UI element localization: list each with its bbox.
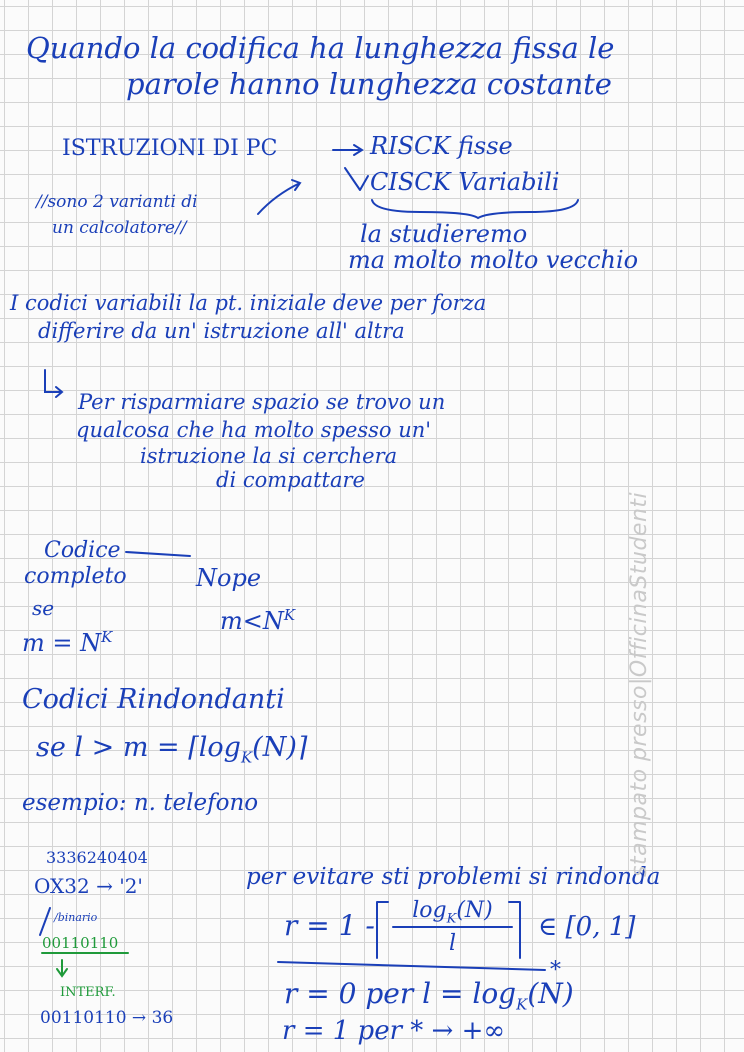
heading-line-1: Quando la codifica ha lunghezza fissa le <box>26 31 615 65</box>
se-label: se <box>32 596 55 620</box>
r-one-line: r = 1 per * → +∞ <box>282 1016 506 1046</box>
equation-nope <box>220 608 295 633</box>
equation-nope-base: m<N <box>220 607 284 635</box>
vecchio-note: ma molto molto vecchio <box>348 246 639 274</box>
risparmio-line-1: Per risparmiare spazio se trovo un <box>78 390 446 414</box>
risparmio-line-4: di compattare <box>216 468 365 492</box>
risc-label: RISCK fisse <box>370 132 513 160</box>
ridonda-note: per evitare sti problemi si rindonda <box>246 864 661 890</box>
heading-line-2: parole hanno lunghezza costante <box>126 67 612 101</box>
redundancy-fraction-denominator: l <box>448 931 457 956</box>
frac-log: log <box>412 898 447 923</box>
frac-sub: K <box>446 911 457 927</box>
codice-label: Codice <box>44 538 121 563</box>
r-zero-line <box>284 977 574 1014</box>
equation-nope-exp: K <box>283 606 296 624</box>
redundant-condition-base: se l > m = ⌈log <box>36 732 241 763</box>
cisc-label: CISCK Variabili <box>370 168 560 196</box>
hex-mapping: OX32 → '2' <box>34 874 143 898</box>
variabili-line-2: differire da un' istruzione all' altra <box>38 319 405 343</box>
variabili-line-1: I codici variabili la pt. iniziale deve per forza <box>10 291 487 315</box>
r-zero-end: (N) <box>527 977 574 1010</box>
redundant-condition <box>36 734 307 765</box>
watermark: stampato presso|OfficinaStudenti <box>627 491 652 877</box>
esempio-label: esempio: n. telefono <box>22 790 259 816</box>
risparmio-line-3: istruzione la si cerchera <box>140 444 398 468</box>
r-zero-sub: K <box>516 995 528 1014</box>
r-zero-base: r = 0 per l = log <box>284 977 517 1010</box>
side-note-2: un calcolatore// <box>52 218 187 238</box>
binary-value: 00110110 <box>42 934 119 952</box>
equation-complete <box>22 630 112 655</box>
ridondanti-title: Codici Rindondanti <box>22 684 285 715</box>
nope-label: Nope <box>196 564 262 592</box>
phone-number: 3336240404 <box>46 848 148 867</box>
redundancy-formula-lhs: r = 1 - <box>284 909 375 942</box>
interf-label: INTERF. <box>60 985 116 1000</box>
binario-label: /binario <box>54 911 98 924</box>
istruzioni-label: ISTRUZIONI DI PC <box>62 136 278 161</box>
range-note: ∈ [0, 1] <box>538 912 636 942</box>
equation-complete-base: m = N <box>22 629 102 657</box>
star-mark: * <box>550 958 561 983</box>
binary-to-decimal: 00110110 → 36 <box>40 1008 174 1028</box>
risparmio-line-2: qualcosa che ha molto spesso un' <box>76 418 432 442</box>
redundant-condition-sub: K <box>240 748 253 767</box>
frac-num-end: (N) <box>456 898 493 923</box>
studieremo-note: la studieremo <box>360 220 528 248</box>
redundant-condition-end: (N)⌉ <box>252 732 308 763</box>
equation-complete-exp: K <box>101 628 113 646</box>
completo-label: completo <box>24 564 127 589</box>
redundancy-fraction-numerator <box>393 898 512 926</box>
side-note-1: //sono 2 varianti di <box>36 192 198 212</box>
